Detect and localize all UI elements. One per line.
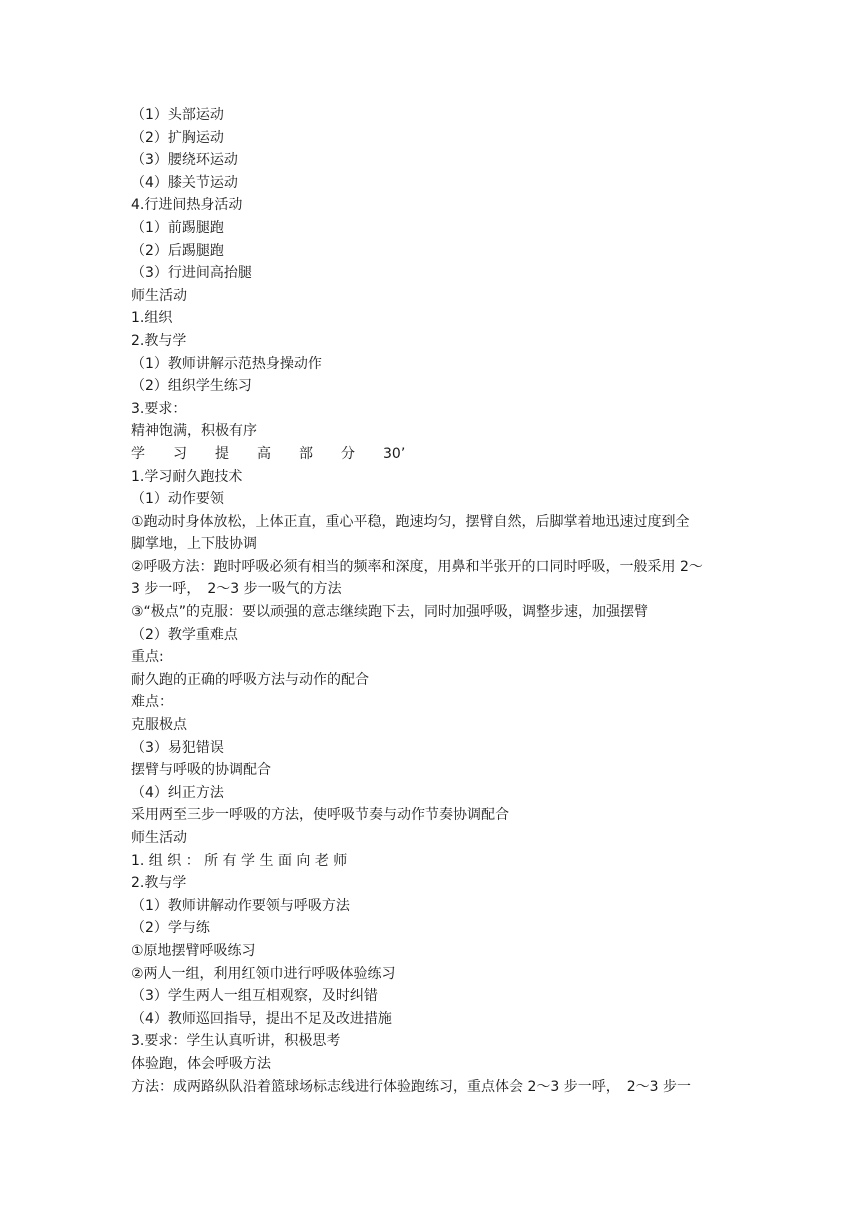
- text-line: （3）易犯错误: [131, 739, 224, 756]
- section-heading: 4.行进间热身活动: [131, 197, 243, 214]
- section-heading: 师生活动: [131, 830, 187, 846]
- text-line: 3 步一呼， 2～3 步一吸气的方法: [131, 581, 342, 598]
- text-line: 2.教与学: [131, 875, 187, 892]
- text-line: （3）腰绕环运动: [131, 152, 238, 169]
- text-line: 精神饱满，积极有序: [131, 423, 257, 440]
- text-line: （2）扩胸运动: [131, 129, 224, 146]
- section-heading: 学 习 提 高 部 分 30’: [131, 445, 406, 462]
- text-line: （3）行进间高抬腿: [131, 265, 252, 282]
- text-line: （2）组织学生练习: [131, 378, 252, 395]
- text-line: 2.教与学: [131, 332, 187, 349]
- text-line: 1. 组 织 ： 所 有 学 生 面 向 老 师: [131, 852, 348, 869]
- text-line: ②两人一组，利用红领巾进行呼吸体验练习: [131, 965, 396, 982]
- text-line: ③“极点”的克服：要以顽强的意志继续跑下去，同时加强呼吸，调整步速，加强摆臂: [131, 604, 649, 621]
- text-line: 摆臂与呼吸的协调配合: [131, 762, 271, 779]
- text-line: （1）动作要领: [131, 491, 224, 508]
- text-line: 方法：成两路纵队沿着篮球场标志线进行体验跑练习，重点体会 2～3 步一呼， 2～3 步一: [131, 1078, 691, 1095]
- text-line: 脚掌地，上下肢协调: [131, 536, 257, 553]
- text-line: 3.要求：学生认真听讲，积极思考: [131, 1033, 341, 1050]
- text-line: 体验跑，体会呼吸方法: [131, 1055, 271, 1072]
- text-line: （1）头部运动: [131, 107, 224, 123]
- text-line: 难点：: [131, 694, 173, 711]
- text-line: 重点:: [131, 649, 164, 666]
- text-line: （4）教师巡回指导，提出不足及改进措施: [131, 1010, 392, 1027]
- text-line: ②呼吸方法：跑时呼吸必须有相当的频率和深度，用鼻和半张开的口同时呼吸，一般采用 2～: [131, 558, 703, 575]
- text-line: 1.组织: [131, 310, 173, 327]
- text-line: 3.要求：: [131, 400, 187, 417]
- section-heading: 师生活动: [131, 287, 187, 304]
- document-body: [131, 104, 731, 1098]
- text-line: 采用两至三步一呼吸的方法，使呼吸节奏与动作节奏协调配合: [131, 807, 509, 824]
- text-line: ①原地摆臂呼吸练习: [131, 942, 256, 959]
- text-line: （2）学与练: [131, 920, 210, 937]
- text-line: ①跑动时身体放松，上体正直，重心平稳，跑速均匀，摆臂自然，后脚掌着地迅速过度到全: [131, 513, 690, 530]
- section-heading: 1.学习耐久跑技术: [131, 468, 243, 485]
- text-line: （2）教学重难点: [131, 626, 238, 643]
- text-line: （2）后踢腿跑: [131, 242, 224, 259]
- text-line: （4）膝关节运动: [131, 174, 238, 191]
- text-line: （3）学生两人一组互相观察，及时纠错: [131, 988, 378, 1005]
- text-line: （4）纠正方法: [131, 784, 224, 801]
- text-line: 克服极点: [131, 717, 187, 734]
- text-line: 耐久跑的正确的呼吸方法与动作的配合: [131, 671, 369, 688]
- text-line: （1）教师讲解示范热身操动作: [131, 355, 322, 372]
- text-line: （1）前踢腿跑: [131, 219, 224, 236]
- text-line: （1）教师讲解动作要领与呼吸方法: [131, 897, 350, 914]
